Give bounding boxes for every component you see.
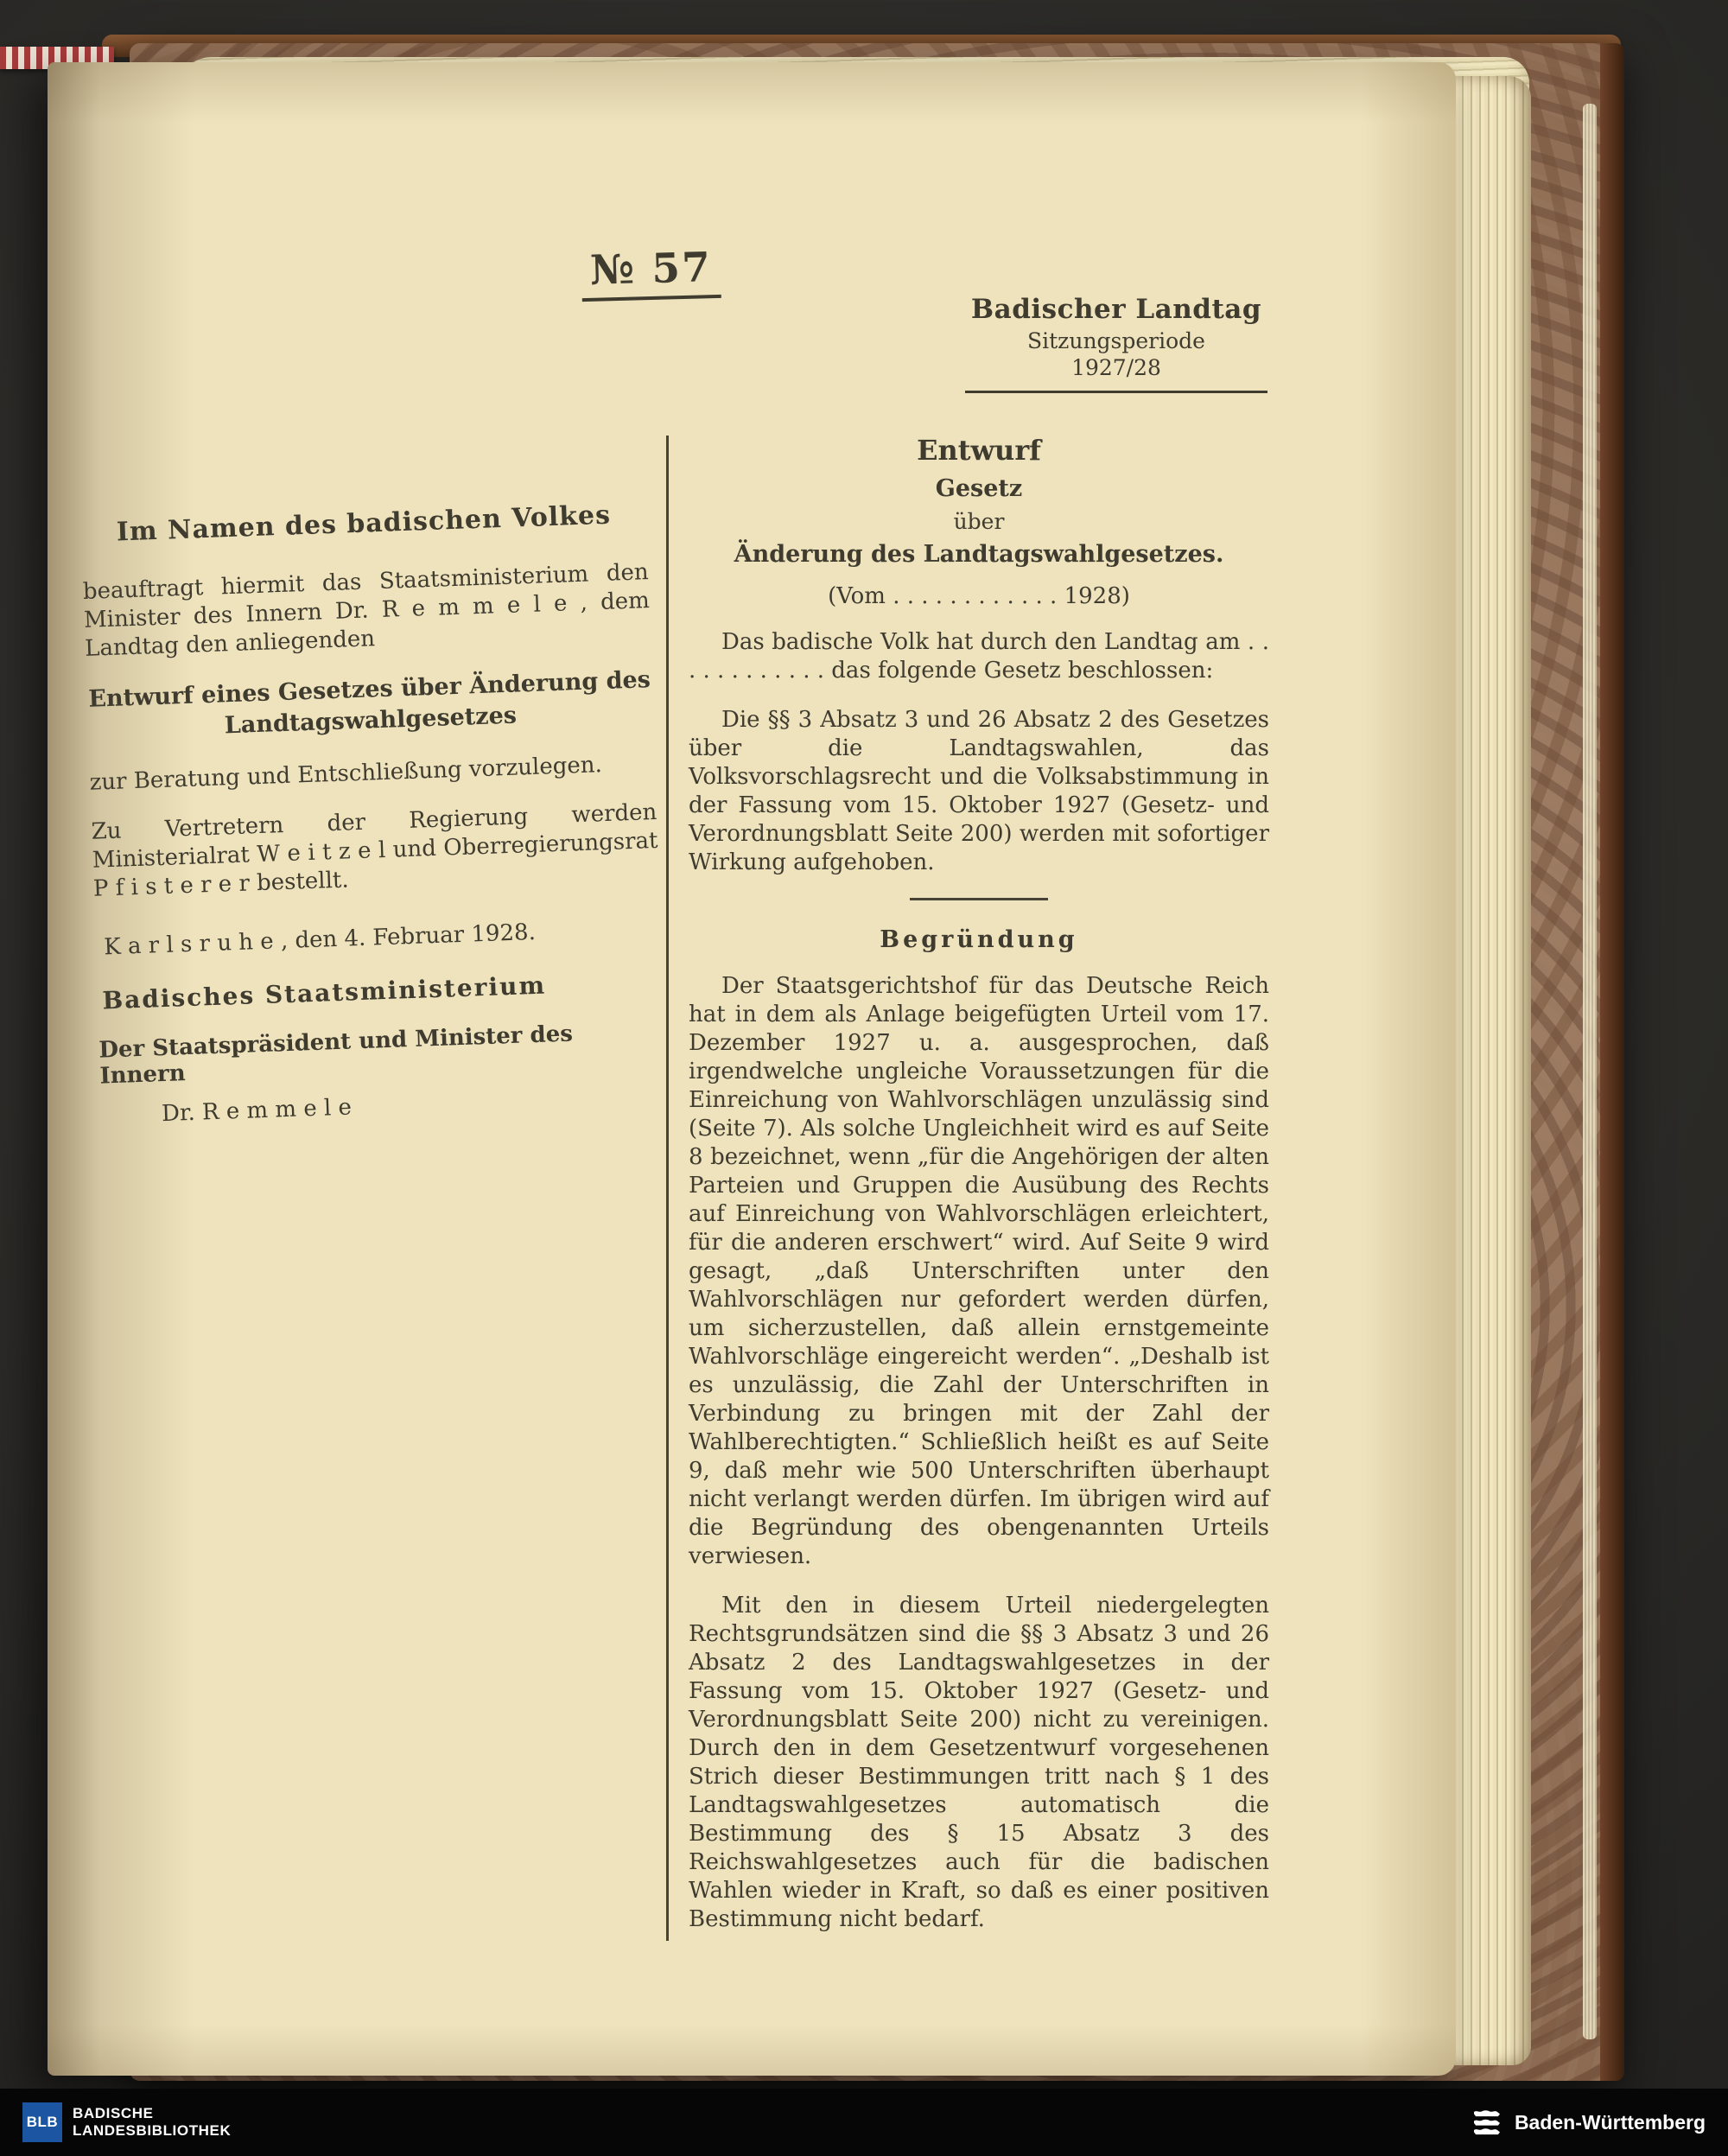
page-edges-near-spine bbox=[1583, 104, 1597, 2039]
baden-wuerttemberg-crest-icon bbox=[1471, 2107, 1502, 2138]
issue-number: № 57 bbox=[581, 244, 721, 302]
proclamation-heading: Im Namen des badischen Volkes bbox=[116, 499, 612, 548]
law-title-line: über bbox=[953, 509, 1005, 534]
law-title-line: Änderung des Landtagswahlgesetzes. bbox=[734, 541, 1224, 568]
section-rule bbox=[910, 898, 1048, 900]
begruendung-paragraph: Mit den in diesem Urteil niedergelegten Rechtsgrundsätzen sind die §§ 3 Absatz 3 und 26 Absatz 2 des Landtagswahlgesetzes in der Fassung vom 15. Oktober 1927 (Gesetz- und Verordnungsblatt Seite 200) nicht zu vereinigen. Durch den in dem Gesetzentwurf vorgesehenen Strich dieser Bestimmungen tritt nach § 1 des Landtagswahlgesetzes automatisch die Bestimmung des § 15 Absatz 3 des Reichswahlgesetzes auch für die badischen Wahlen wieder in Kraft, so daß es einer positiven Bestimmung nicht bedarf. bbox=[689, 1593, 1269, 1932]
begruendung-heading: Begründung bbox=[880, 926, 1078, 953]
blb-logo: BLB bbox=[22, 2102, 62, 2142]
law-intro-paragraph: Das badische Volk hat durch den Landtag am . . . . . . . . . . . . das folgende Gesetz beschlossen: bbox=[689, 629, 1269, 684]
library-branding bbox=[22, 2102, 231, 2142]
proclamation-paragraph: beauftragt hiermit das Staatsministerium den Minister des Innern Dr. R e m m e l e , dem Landtag den anliegenden bbox=[82, 559, 651, 662]
masthead-title: Badischer Landtag bbox=[970, 294, 1262, 325]
left-column bbox=[80, 499, 667, 1129]
library-name bbox=[73, 2105, 231, 2140]
signatory-title: Der Staatspräsident und Minister des Innern bbox=[98, 1021, 574, 1090]
state-name: Baden-Württemberg bbox=[1514, 2110, 1706, 2134]
masthead bbox=[965, 294, 1267, 393]
proclamation-paragraph: Zu Vertretern der Regierung werden Ministerialrat W e i t z e l und Oberregierungsrat P f i s t e r e r bestellt. bbox=[91, 798, 658, 902]
masthead-subtitle: Sitzungsperiode bbox=[1027, 328, 1205, 353]
signatory-name: Dr. R e m m e l e bbox=[161, 1094, 353, 1128]
law-text-paragraph: Die §§ 3 Absatz 3 und 26 Absatz 2 des Gesetzes über die Landtagswahlen, das Volksvorschlagsrecht und die Volksabstimmung in der Fassung vom 15. Oktober 1927 (Gesetz- und Verordnungsblatt Seite 200) werden mit sofortiger Wirkung aufgehoben. bbox=[689, 707, 1269, 875]
right-column bbox=[689, 434, 1269, 1955]
library-name-line1: BADISCHE bbox=[73, 2104, 154, 2121]
column-divider bbox=[666, 436, 669, 1941]
library-name-line2: LANDESBIBLIOTHEK bbox=[73, 2122, 232, 2139]
viewer-footer-bar bbox=[0, 2089, 1728, 2156]
law-title-line: Gesetz bbox=[935, 475, 1023, 502]
begruendung-paragraph: Der Staatsgerichtshof für das Deutsche Reich hat in dem als Anlage beigefügten Urteil vom 17. Dezember 1927 u. a. ausgesprochen, daß irgendwelche ungleiche Voraussetzungen für die Einreichung von Wahlvorschlägen unzulässig sind (Seite 7). Als solche Ungleichheit wird es auf Seite 8 bezeichnet, wenn „für die Angehörigen der alten Parteien und Gruppen die Ausübung des Rechts auf Einreichung von Wahlvorschlägen erleichtert, für die anderen erschwert“ wird. Auf Seite 9 wird gesagt, „daß Unterschriften unter den Wahlvorschlägen nur gefordert werden dürfen, um sicherzustellen, daß allein ernstgemeinte Wahlvorschläge eingereicht werden“. „Deshalb ist es unzulässig, die Zahl der Unterschriften in Verbindung zu bringen mit der Zahl der Wahlberechtigten.“ Schließlich heißt es auf Seite 9, daß mehr wie 500 Unterschriften überhaupt nicht verlangt werden dürfen. Im übrigen wird auf die Begründung des obengenannten Urteils verwiesen. bbox=[689, 973, 1269, 1569]
draft-title: Entwurf eines Gesetzes über Änderung des Landtagswahlgesetzes bbox=[87, 666, 651, 740]
book-spine bbox=[1600, 43, 1624, 2081]
law-date-placeholder: (Vom . . . . . . . . . . . . 1928) bbox=[828, 583, 1130, 609]
ministry-signature: Badisches Staatsministerium bbox=[101, 970, 547, 1015]
proclamation-paragraph: zur Beratung und Entschließung vorzulegen. bbox=[89, 752, 603, 796]
book-page bbox=[48, 62, 1456, 2076]
state-branding bbox=[1471, 2107, 1706, 2138]
masthead-period: 1927/28 bbox=[1071, 355, 1161, 380]
law-draft-title: Entwurf bbox=[917, 434, 1041, 467]
dateline: K a r l s r u h e , den 4. Februar 1928. bbox=[103, 919, 537, 961]
